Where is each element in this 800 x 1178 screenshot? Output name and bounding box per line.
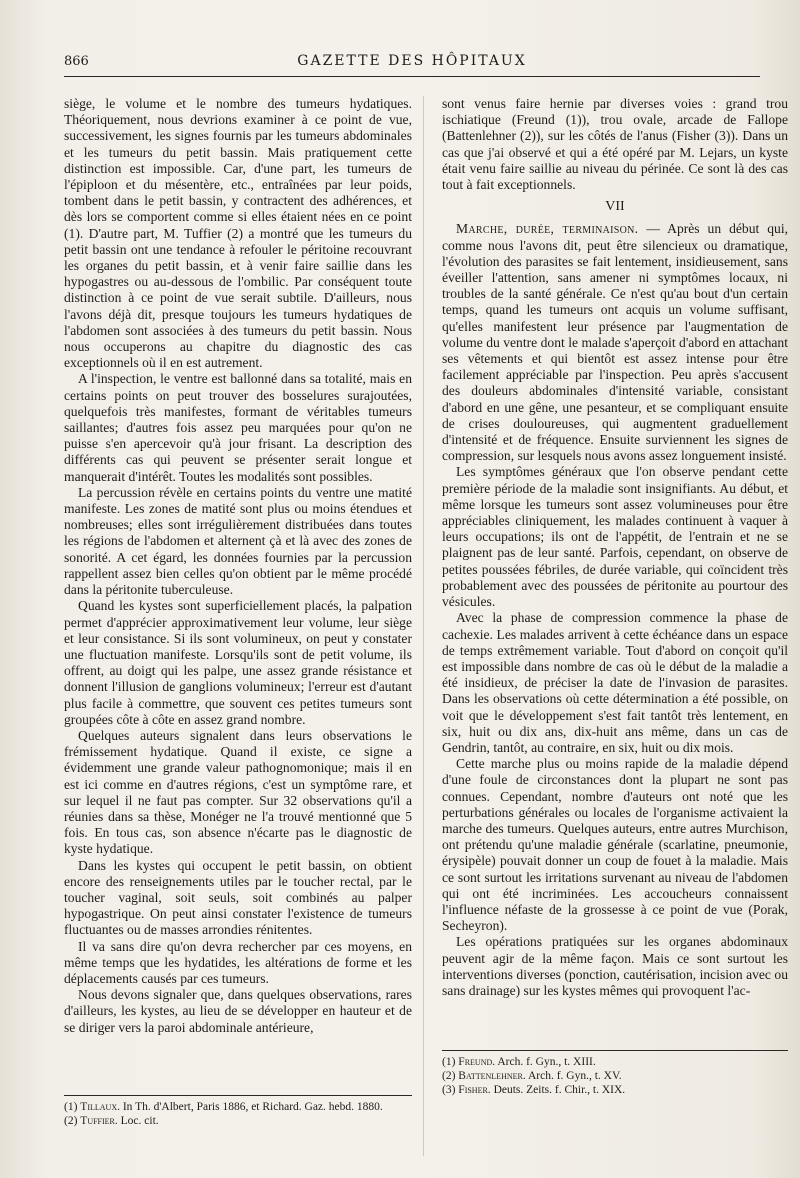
footnote-author: Battenlehner. (458, 1070, 526, 1082)
footnote-author: Tuffier. (80, 1115, 118, 1127)
paragraph: sont venus faire hernie par diverses voies : grand trou ischiatique (Freund (1)), trou ovale, arcade de Fallope (Battenlehner (2)), sur les côtés de l'anus (Fisher (3)). Dans un cas que j'ai observé et qui a été opéré par M. Lejars, un kyste était venu faire saillie au niveau du périnée. Ce sont là des cas tout à fait exceptionnels. (442, 96, 788, 193)
paragraph: A l'inspection, le ventre est ballonné dans sa totalité, mais en certains points on peut trouver des bosselures surajoutées, quelquefois très manifestes, formant de véritables tumeurs saillantes; d'autres fois assez peu marquées pour qu'on ne puisse s'en apercevoir qu'à jour frisant. La description des différents cas qui peuvent se présenter serait longue et manquerait d'intérêt. Toutes les modalités sont possibles. (64, 371, 412, 484)
right-column (442, 96, 788, 999)
left-column (64, 96, 412, 1036)
footnote-text: In Th. d'Albert, Paris 1886, et Richard. Gaz. hebd. 1880. (119, 1101, 383, 1113)
column-divider (423, 96, 424, 1156)
paragraph: Avec la phase de compression commence la phase de cachexie. Les malades arrivent à cette échéance dans un espace de temps extrêmement variable. Tout d'abord on conçoit qu'il est impossible dans nombre de cas où le début de la maladie a été insidieux, de préciser la date de l'invasion de parasites. Dans les observations où cette détermination a été possible, on voit que le développement s'est fait tantôt très lentement, en six, huit ou dix ans, dix-huit ans même, dans un cas de Gendrin, tantôt, au contraire, en six, huit ou dix mois. (442, 610, 788, 755)
paragraph: Les opérations pratiquées sur les organes abdominaux peuvent agir de la même façon. Mais ce sont surtout les interventions diverses (ponction, cautérisation, incision avec ou sans drainage) sur les kystes mêmes qui provoquent l'ac- (442, 934, 788, 998)
footnote-number: (1) (64, 1101, 78, 1113)
paragraph: Dans les kystes qui occupent le petit bassin, on obtient encore des renseignements utiles par le toucher rectal, par le toucher vaginal, soit seuls, soit combinés au palper hypogastrique. On peut ainsi constater l'existence de tumeurs fluctuantes ou de masses arrondies rénitentes. (64, 857, 412, 938)
footnote (442, 1055, 788, 1069)
section-heading: VII (605, 199, 625, 215)
paragraph: Nous devons signaler que, dans quelques observations, rares d'ailleurs, les kystes, au lieu de se développer en hauteur et de se diriger vers la paroi abdominale antérieure, (64, 987, 412, 1035)
footnotes-left (64, 1095, 412, 1128)
paragraph: Quelques auteurs signalent dans leurs observations le frémissement hydatique. Quand il existe, ce signe a évidemment une grande valeur pathognomonique; mais il en est ici comme en d'autres régions, c'est un symptôme rare, et sur lequel il ne faut pas compter. Sur 32 observations qu'il a réunies dans sa thèse, Monéger ne l'a trouvé mentionné que 5 fois. En tous cas, son absence n'écarte pas le diagnostic de kyste hydatique. (64, 727, 412, 857)
footnote (64, 1114, 412, 1128)
footnote (442, 1083, 788, 1097)
page-number: 866 (64, 54, 89, 69)
footnote-number: (2) (64, 1115, 78, 1127)
footnote-number: (1) (442, 1056, 456, 1068)
paragraph: Les symptômes généraux que l'on observe pendant cette première période de la maladie sont insignifiants. Au début, et même lorsque les tumeurs sont assez volumineuses pour être appréciables cliniquement, les malades continuent à vaquer à leurs occupations; ils ont de l'appétit, de l'entrain et ne se plaignent pas de leur santé. Parfois, cependant, on observe de petites poussées fébriles, de durée variable, qui coïncident très probablement avec des poussées de péritonite au pourtour des vésicules. (442, 464, 788, 610)
footnote (64, 1100, 412, 1114)
footnote-number: (3) (442, 1084, 456, 1096)
running-title: GAZETTE DES HÔPITAUX (297, 53, 527, 69)
footnote-text: Arch. f. Gyn., t. XIII. (495, 1056, 596, 1068)
footnote-text: Loc. cit. (117, 1115, 159, 1127)
footnote-text: Arch. f. Gyn., t. XV. (525, 1070, 622, 1082)
page-header (64, 52, 760, 77)
section-text: — Après un début qui, comme nous l'avons dit, peut être silencieux ou dramatique, l'évolution des parasites se fait lentement, insidieusement, sans éveiller l'attention, sans amener ni symptômes locaux, ni troubles de la santé générale. Ce n'est qu'au bout d'un certain temps, quand les tumeurs ont acquis un volume suffisant, qu'elles manifestent leur présence par l'augmentation de volume du ventre dont le malade s'aperçoit d'abord en attachant ses vêtements et qui bientôt est assez intense pour être facilement appréciable par l'inspection. Peu après s'accusent des douleurs abdominales d'intensité variable, consistant d'abord en une gêne, une pesanteur, et se compliquant ensuite de crises douloureuses, qui augmentent graduellement d'intensité et de fréquence. Ensuite surviennent les signes de compression, sur lesquels nous avons assez longuement insisté. (442, 221, 788, 464)
section-label: Marche, durée, terminaison. (456, 221, 639, 237)
footnote (442, 1069, 788, 1083)
footnote-author: Freund. (458, 1056, 496, 1068)
paragraph: Quand les kystes sont superficiellement placés, la palpation permet d'apprécier approximativement leur volume, leur siège et leur consistance. Si ils sont volumineux, on peut y constater une fluctuation manifeste. Lorsqu'ils sont de petit volume, ils offrent, au doigt qui les palpe, une assez grande résistance et donnent l'illusion de ganglions volumineux; l'erreur est d'autant plus facile à commettre, que souvent ces petites tumeurs sont groupées côte à côte en assez grand nombre. (64, 598, 412, 727)
footnotes-right (442, 1050, 788, 1097)
footnote-author: Tillaux. (80, 1101, 120, 1113)
footnote-number: (2) (442, 1070, 456, 1082)
paragraph: La percussion révèle en certains points du ventre une matité manifeste. Les zones de matité sont plus ou moins étendues et nombreuses; elles sont irrégulièrement distribuées dans toutes les régions de l'abdomen et alternent çà et là avec des zones de sonorité. A cet égard, les données fournies par la percussion rappellent assez bien celles qu'on obtient par le même procédé dans la péritonite tuberculeuse. (64, 484, 412, 598)
section-lead-paragraph (442, 221, 788, 464)
paragraph: Cette marche plus ou moins rapide de la maladie dépend d'une foule de circonstances dont la plupart ne sont pas connues. Cependant, nombre d'auteurs ont noté que les perturbations générales ou locales de l'organisme activaient la marche des tumeurs. Quelques auteurs, entre autres Murchison, ont prétendu qu'une maladie générale (scarlatine, pneumonie, érysipèle) pouvait donner un coup de fouet à la maladie. Mais ce sont surtout les irritations survenant au niveau de l'abdomen qui ont été incriminées. Les accoucheurs connaissent l'influence néfaste de la grossesse à ce point de vue (Porak, Secheyron). (442, 756, 788, 934)
footnote-author: Fisher. (458, 1084, 491, 1096)
footnote-text: Deuts. Zeits. f. Chir., t. XIX. (490, 1084, 626, 1096)
paragraph: siège, le volume et le nombre des tumeurs hydatiques. Théoriquement, nous devrions examiner à ce point de vue, successivement, les signes fournis par les tumeurs abdominales et les tumeurs du petit bassin. Mais pratiquement cette distinction est impossible. Car, d'une part, les tumeurs de l'épiploon et du mésentère, etc., entraînées par leur poids, tombent dans le petit bassin, y contractent des adhérences, et dès lors se comportent comme si elles étaient nées en ce point (1). D'autre part, M. Tuffier (2) a montré que les tumeurs du petit bassin ont une tendance à refouler le péritoine recouvrant les organes du petit bassin, et à venir faire saillie dans les hypogastres ou au-dessous de l'ombilic. Par conséquent toute distinction à ce point de vue serait subtile. D'ailleurs, nous l'avons déjà dit, presque toujours les tumeurs hydatiques de l'abdomen sont associées à des tumeurs du petit bassin. Nous nous occuperons au chapitre du diagnostic des cas exceptionnels où il en est autrement. (64, 96, 412, 371)
paragraph: Il va sans dire qu'on devra rechercher par ces moyens, en même temps que les hydatides, les altérations de forme et les déplacements causés par ces tumeurs. (64, 938, 412, 986)
